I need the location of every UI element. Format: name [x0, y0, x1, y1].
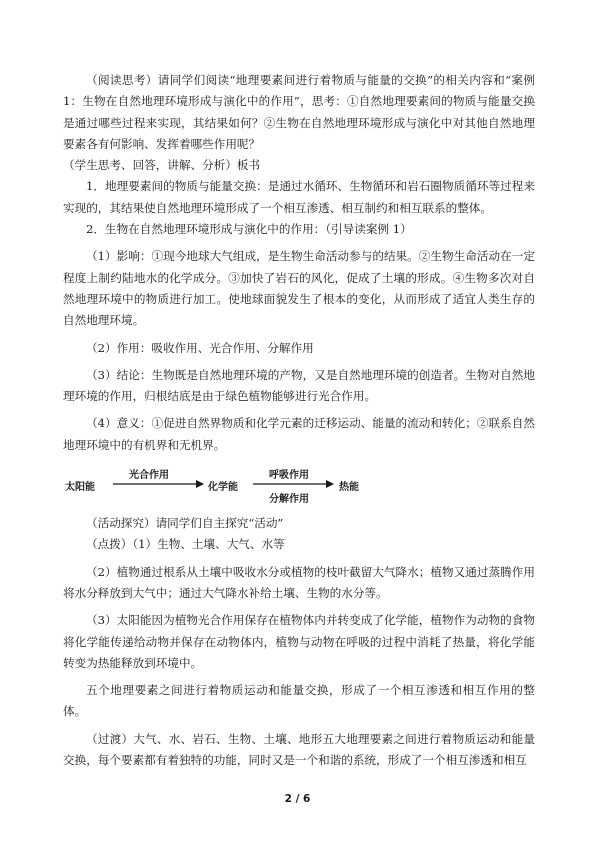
label-chemical-energy: 化学能 — [208, 482, 238, 494]
paragraph-biology-role: 2．生物在自然地理环境形成与演化中的作用：（引导读案例 1） — [86, 222, 412, 237]
paragraph-transition: （过渡）大气、水、岩石、生物、土壤、地形五大地理要素之间进行着物质运动和能量交换，每个要素都有着独特的功能，同时又是一个和谐的系统，形成了一个相互渗透和相互 — [63, 731, 535, 768]
paragraph-student-response: （学生思考、回答，讲解、分析）板书 — [63, 158, 261, 173]
paragraph-energy-transfer: （3）太阳能因为植物光合作用保存在植物体内并转变成了化学能，植物作为动物的食物将化学能传递给动物并保存在动物体内，植物与动物在呼吸的过程中消耗了热量，将化学能转变为热能释放到环境中。 — [63, 613, 535, 670]
paragraph-function: （2）作用：吸收作用、光合作用、分解作用 — [86, 340, 314, 355]
energy-flow-diagram — [63, 459, 535, 509]
paragraph-activity: （活动探究）请同学们自主探究“活动” — [86, 516, 284, 531]
paragraph-exchange: 1．地理要素间的物质与能量交换：是通过水循环、生物循环和岩石圈物质循环等过程来实现的，其结果使自然地理环境形成了一个相互渗透、相互制约和相互联系的整体。 — [63, 179, 535, 215]
paragraph-significance: （4）意义：①促进自然界物质和化学元素的迁移运动、能量的流动和转化；②联系自然地理环境中的有机界和无机界。 — [63, 416, 535, 452]
label-solar-energy: 太阳能 — [65, 482, 95, 494]
label-respiration: 呼吸作用 — [269, 470, 309, 482]
label-photosynthesis: 光合作用 — [129, 470, 169, 482]
paragraph-summary: 五个地理要素之间进行着物质运动和能量交换，形成了一个相互渗透和相互作用的整体。 — [63, 683, 535, 719]
label-decomposition: 分解作用 — [269, 494, 309, 506]
paragraph-water-cycle: （2）植物通过根系从土壤中吸收水分或植物的枝叶截留大气降水；植物又通过蒸腾作用将水分释放到大气中；通过大气降水补给土壤、生物的水分等。 — [63, 564, 535, 600]
paragraph-conclusion: （3）结论：生物既是自然地理环境的产物，又是自然地理环境的创造者。生物对自然地理环境的作用，归根结底是由于绿色植物能够进行光合作用。 — [63, 367, 535, 404]
paragraph-reading-question: （阅读思考）请同学们阅读“地理要素间进行着物质与能量的交换”的相关内容和“案例 1：生物在自然地理环境形成与演化中的作用”，思考：①自然地理要素间的物质与能量交换是通过哪些过程来实现，其结果如何？②生物在自然地理环境形成与演化中对其他自然地理要素各有何影响、发挥着哪些作用呢？ — [63, 73, 535, 151]
document-body — [63, 70, 535, 771]
paragraph-influence: （1）影响：①现今地球大气组成，是生物生命活动参与的结果。②生物生命活动在一定程度上制约陆地水的化学成分。③加快了岩石的风化，促成了土壤的形成。④生物多次对自然地理环境中的物质进行加工。使地球面貌发生了根本的变化，从而形成了适宜人类生存的自然地理环境。 — [63, 249, 535, 328]
label-heat-energy: 热能 — [339, 482, 359, 494]
paragraph-hint: （点拨）（1）生物、土壤、大气、水等 — [86, 537, 285, 552]
page-number: 2 / 6 — [284, 793, 311, 805]
